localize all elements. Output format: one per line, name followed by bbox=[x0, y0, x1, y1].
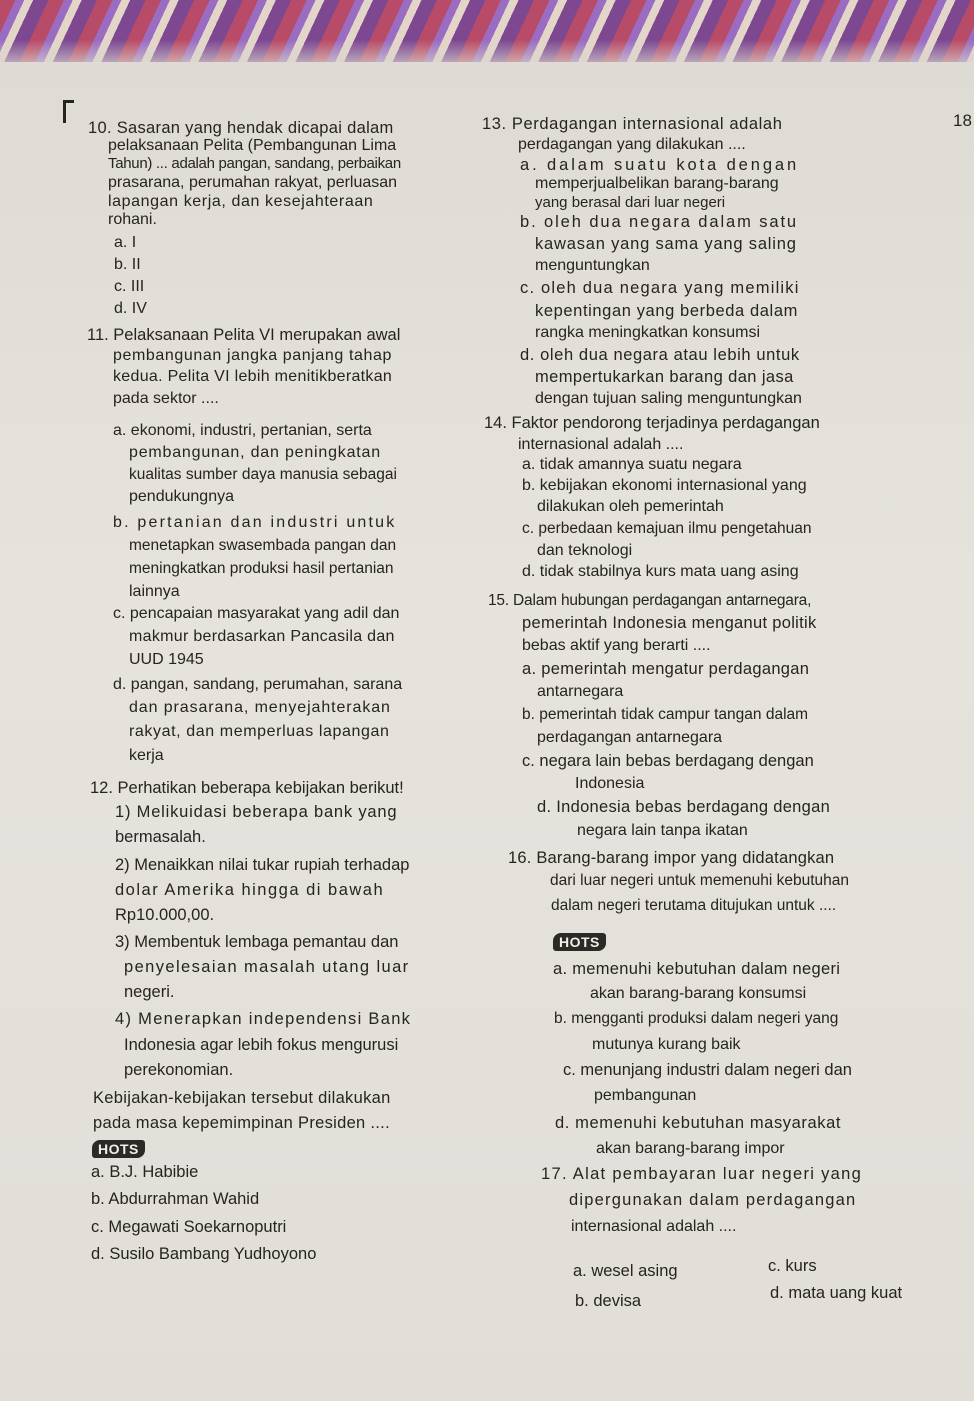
q14-option: a. tidak amannya suatu negara bbox=[522, 456, 742, 473]
q15-line: bebas aktif yang berarti .... bbox=[522, 637, 711, 654]
q11-option: c. pencapaian masyarakat yang adil dan bbox=[113, 605, 400, 622]
q11-line: pada sektor .... bbox=[113, 390, 219, 407]
q15-option: d. Indonesia bebas berdagang dengan bbox=[537, 798, 831, 816]
q17-line: internasional adalah .... bbox=[571, 1218, 737, 1235]
q11-option-line: menetapkan swasembada pangan dan bbox=[129, 537, 397, 554]
q13-option: c. oleh dua negara yang memiliki bbox=[520, 279, 800, 297]
q11-option-line: kualitas sumber daya manusia sebagai bbox=[129, 466, 397, 483]
q12-option: b. Abdurrahman Wahid bbox=[91, 1190, 260, 1208]
q17-line: dipergunakan dalam perdagangan bbox=[569, 1191, 857, 1209]
q11-option-line: kerja bbox=[129, 747, 164, 764]
q13-option: d. oleh dua negara atau lebih untuk bbox=[520, 346, 800, 364]
q13-option-line: yang berasal dari luar negeri bbox=[535, 194, 726, 211]
q12-line: 4) Menerapkan independensi Bank bbox=[115, 1010, 412, 1028]
q12-line: Indonesia agar lebih fokus mengurusi bbox=[124, 1036, 399, 1054]
q14-option-line: dilakukan oleh pemerintah bbox=[537, 498, 724, 515]
q12-line: bermasalah. bbox=[115, 828, 206, 846]
q14-line: 14. Faktor pendorong terjadinya perdagangan bbox=[484, 414, 820, 432]
q13-line: perdagangan yang dilakukan .... bbox=[518, 136, 746, 153]
q10-option: c. III bbox=[114, 278, 145, 295]
q10-line: lapangan kerja, dan kesejahteraan bbox=[108, 193, 374, 210]
q10-line: pelaksanaan Pelita (Pembangunan Lima bbox=[108, 137, 397, 154]
corner-bracket-mark bbox=[63, 100, 74, 123]
q10-line: 10. Sasaran yang hendak dicapai dalam bbox=[88, 119, 394, 137]
q13-option-line: memperjualbelikan barang-barang bbox=[535, 175, 779, 192]
q13-option-line: kawasan yang sama yang saling bbox=[535, 235, 797, 253]
q15-option: c. negara lain bebas berdagang dengan bbox=[522, 752, 814, 770]
q15-line: 15. Dalam hubungan perdagangan antarnegara, bbox=[488, 592, 812, 609]
q12-line: Kebijakan-kebijakan tersebut dilakukan bbox=[93, 1089, 391, 1107]
q17-line: 17. Alat pembayaran luar negeri yang bbox=[541, 1165, 863, 1183]
hots-badge: HOTS bbox=[92, 1140, 145, 1158]
q10-option: a. I bbox=[114, 234, 137, 251]
page-number: 18 bbox=[953, 111, 972, 130]
q11-option-line: pendukungnya bbox=[129, 488, 234, 505]
q12-option: a. B.J. Habibie bbox=[91, 1163, 199, 1181]
q15-option-line: Indonesia bbox=[575, 775, 645, 792]
q16-option: b. mengganti produksi dalam negeri yang bbox=[554, 1010, 839, 1027]
q11-line: pembangunan jangka panjang tahap bbox=[113, 347, 392, 364]
q15-option: a. pemerintah mengatur perdagangan bbox=[522, 660, 810, 678]
q11-option-line: meningkatkan produksi hasil pertanian bbox=[129, 560, 394, 577]
hots-badge: HOTS bbox=[553, 933, 606, 951]
q15-option-line: antarnegara bbox=[537, 683, 624, 700]
q12-line: penyelesaian masalah utang luar bbox=[124, 958, 410, 976]
q15-option: b. pemerintah tidak campur tangan dalam bbox=[522, 706, 809, 723]
q16-line: dalam negeri terutama ditujukan untuk .... bbox=[551, 897, 837, 914]
q16-option-line: pembangunan bbox=[594, 1087, 697, 1104]
q14-option: d. tidak stabilnya kurs mata uang asing bbox=[522, 563, 799, 580]
q11-line: kedua. Pelita VI lebih menitikberatkan bbox=[113, 368, 393, 385]
q13-line: 13. Perdagangan internasional adalah bbox=[482, 115, 783, 133]
q12-option: d. Susilo Bambang Yudhoyono bbox=[91, 1245, 317, 1263]
q12-line: 12. Perhatikan beberapa kebijakan berikut! bbox=[90, 779, 404, 797]
q12-line: 1) Melikuidasi beberapa bank yang bbox=[115, 803, 398, 821]
q11-option-line: pembangunan, dan peningkatan bbox=[129, 444, 381, 461]
q11-option-line: UUD 1945 bbox=[129, 651, 204, 668]
q13-option-line: dengan tujuan saling menguntungkan bbox=[535, 390, 802, 407]
q16-line: dari luar negeri untuk memenuhi kebutuhan bbox=[550, 872, 849, 889]
q12-line: negeri. bbox=[124, 983, 175, 1001]
q10-option: b. II bbox=[114, 256, 141, 273]
q15-option-line: negara lain tanpa ikatan bbox=[577, 822, 748, 839]
q10-line: Tahun) ... adalah pangan, sandang, perbaikan bbox=[108, 155, 401, 172]
q16-option: d. memenuhi kebutuhan masyarakat bbox=[555, 1114, 842, 1132]
q14-option: b. kebijakan ekonomi internasional yang bbox=[522, 477, 807, 494]
q17-option: d. mata uang kuat bbox=[770, 1284, 903, 1302]
q16-option-line: akan barang-barang konsumsi bbox=[590, 985, 807, 1002]
q13-option-line: rangka meningkatkan konsumsi bbox=[535, 324, 761, 341]
q11-line: 11. Pelaksanaan Pelita VI merupakan awal bbox=[87, 326, 401, 344]
q12-line: 3) Membentuk lembaga pemantau dan bbox=[115, 933, 399, 951]
q13-option: b. oleh dua negara dalam satu bbox=[520, 213, 799, 231]
q16-option-line: mutunya kurang baik bbox=[592, 1036, 741, 1053]
q11-option: a. ekonomi, industri, pertanian, serta bbox=[113, 422, 372, 439]
q10-option: d. IV bbox=[114, 300, 147, 317]
q11-option-line: dan prasarana, menyejahterakan bbox=[129, 699, 391, 716]
q16-option-line: akan barang-barang impor bbox=[596, 1140, 785, 1157]
q17-option: c. kurs bbox=[768, 1257, 817, 1275]
q12-line: dolar Amerika hingga di bawah bbox=[115, 881, 385, 899]
q14-option: c. perbedaan kemajuan ilmu pengetahuan bbox=[522, 520, 812, 537]
q14-option-line: dan teknologi bbox=[537, 542, 633, 559]
q16-line: 16. Barang-barang impor yang didatangkan bbox=[508, 849, 835, 867]
q12-line: pada masa kepemimpinan Presiden .... bbox=[93, 1114, 390, 1132]
q11-option: b. pertanian dan industri untuk bbox=[113, 514, 397, 531]
q12-line: perekonomian. bbox=[124, 1061, 234, 1079]
q17-option: a. wesel asing bbox=[573, 1262, 678, 1280]
q14-line: internasional adalah .... bbox=[518, 436, 684, 453]
q11-option: d. pangan, sandang, perumahan, sarana bbox=[113, 676, 403, 693]
q11-option-line: rakyat, dan memperluas lapangan bbox=[129, 723, 390, 740]
q12-line: 2) Menaikkan nilai tukar rupiah terhadap bbox=[115, 856, 410, 874]
q11-option-line: lainnya bbox=[129, 583, 180, 600]
q16-option: a. memenuhi kebutuhan dalam negeri bbox=[553, 960, 841, 978]
q11-option-line: makmur berdasarkan Pancasila dan bbox=[129, 628, 395, 645]
q10-line: rohani. bbox=[108, 211, 157, 228]
q12-option: c. Megawati Soekarnoputri bbox=[91, 1218, 287, 1236]
q12-line: Rp10.000,00. bbox=[115, 906, 215, 924]
q13-option-line: mempertukarkan barang dan jasa bbox=[535, 368, 794, 386]
q17-option: b. devisa bbox=[575, 1292, 642, 1310]
q10-line: prasarana, perumahan rakyat, perluasan bbox=[108, 174, 398, 191]
q13-option-line: menguntungkan bbox=[535, 257, 650, 274]
q13-option: a. dalam suatu kota dengan bbox=[520, 156, 800, 174]
q15-option-line: perdagangan antarnegara bbox=[537, 729, 723, 746]
q16-option: c. menunjang industri dalam negeri dan bbox=[563, 1061, 852, 1079]
q15-line: pemerintah Indonesia menganut politik bbox=[522, 614, 817, 632]
q13-option-line: kepentingan yang berbeda dalam bbox=[535, 302, 798, 320]
